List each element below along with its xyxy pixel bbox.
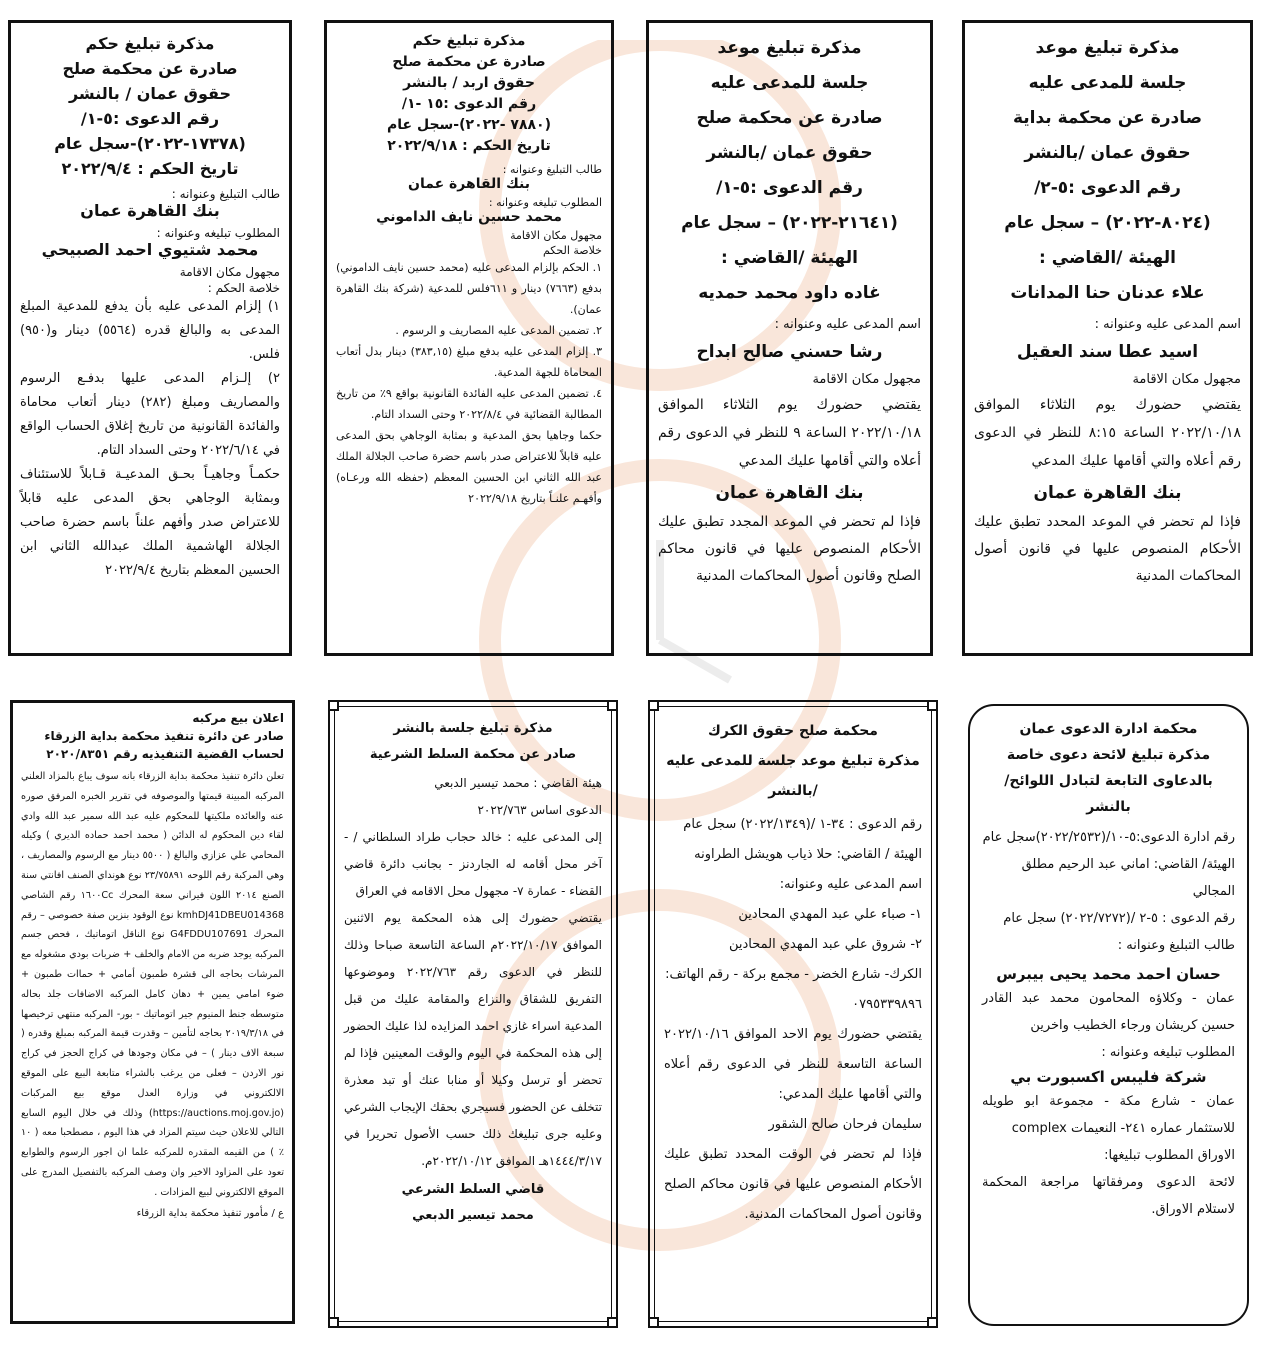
case-register: (٧٨٨٠ -٢٠٢٢)-سجل عام [387, 117, 551, 133]
notice-heading [658, 31, 921, 311]
target-address: عمان - شارع مكة - مجموعة ابو طويله للاستثمار عماره ٢٤١- النعيمات complex [982, 1094, 1235, 1136]
case-management-number: رقم ادارة الدعوى:٥-١٠/(٢٠٢٢/٢٥٣٢)سجل عام [982, 830, 1235, 845]
residence-status: مجهول مكان الاقامة [812, 372, 921, 387]
notice-session-amman-magistrate [646, 20, 933, 656]
requester-label: طالب التبليغ وعنوانه : [171, 187, 280, 201]
ruling-item: ٤. تضمين المدعى عليه الفائدة القانونية بواقع ٩٪ من تاريخ المطالبة القضائية في ٢٠٢٢/٨/٤ وحتى السداد التام. [336, 387, 602, 421]
notice-judgment-amman [8, 20, 292, 656]
case-number: رقم الدعوى :٥-١/ [716, 178, 863, 198]
heading-line: حقوق عمان /بالنشر [706, 143, 873, 163]
heading-line: جلسة للمدعى عليه [1028, 73, 1187, 93]
frame-corner [607, 1317, 618, 1328]
issuer-line: صادر عن دائرة تنفيذ محكمة بداية الزرقاء [44, 729, 284, 743]
target-label: المطلوب تبليغه وعنوانه : [488, 196, 602, 209]
case-number: رقم الدعوى : ٣٤-١ /(٢٠٢٢/١٣٤٩) سجل عام [683, 817, 922, 832]
case-number: رقم الدعوى :٥-١/ [80, 109, 220, 128]
notice-title: مذكرة تبليغ جلسة بالنشر [393, 721, 553, 736]
notice-heading [664, 716, 922, 806]
notice-session-amman-first-instance [962, 20, 1253, 656]
target-label: المطلوب تبليغه وعنوانه : [156, 226, 280, 240]
residence-status: مجهول مكان الاقامة [179, 265, 280, 279]
judgment-date: تاريخ الحكم : ٢٠٢٢/٩/١٨ [387, 138, 551, 154]
case-register: (٨٠٢٤-٢٠٢٢) – سجل عام [1004, 213, 1211, 233]
ruling-item: ١. الحكم بإلزام المدعى عليه (محمد حسين نايف الداموني) بدفع (٧٦٦٣) دينار و ٦١١فلس للمدعية (شركة بنك القاهرة عمان). [336, 261, 602, 316]
residence-status: مجهول مكان الاقامة [510, 229, 602, 242]
judge-line: هيئة القاضي : محمد تيسير الدبعي [434, 776, 602, 790]
heading-line: حقوق عمان /بالنشر [1024, 143, 1191, 163]
defendant-name: اسيد عطا سند العقيل [1016, 342, 1199, 362]
court-name: محكمة ادارة الدعوى عمان [1019, 721, 1198, 737]
heading-line: مذكرة تبليغ موعد [717, 38, 862, 58]
notice-body: يقتضي حضورك إلى هذه المحكمة يوم الاثنين الموافق ٢٠٢٢/١٠/١٧م الساعة التاسعة صباحا وذلك للنظر في الدعوى رقم ٢٠٢٢/٧٦٣ وموضوعها التفريق للشقاق والنزاع والمقامة عليك من قبل المدعية اسراء غازي احمد المزايده لذا عليك الحضور إلى هذه المحكمة في اليوم والوقت المعينين فإذا لم تحضر أو ترسل وكيلا أو منابا عنك أو تبد معذرة تتخلف عن الحضور فسيجري بحقك الإيجاب الشرعي وعليه جرى تبليغك ذلك حسب الأصول تحريرا في ١٤٤٤/٣/١٧هـ الموافق ٢٠٢٢/١٠/١٢م. [344, 911, 602, 1168]
notice-heading [336, 31, 602, 157]
notice-heading [344, 716, 602, 768]
case-number: رقم الدعوى :١٥ -١/ [401, 96, 537, 112]
heading-line: جلسة للمدعى عليه [710, 73, 869, 93]
judgment-date: تاريخ الحكم : ٢٠٢٢/٩/٤ [61, 159, 239, 178]
heading-line: مذكرة تبليغ حكم [412, 33, 526, 49]
ruling-item: ٢) إلـزام المدعى عليها بدفـع الرسوم والمصاريف ومبلغ (٢٨٢) دينار أتعاب محاماة والفائدة القانونية من تاريخ إغلاق الحساب الواقع في ٢٠٢٢/٦/١٤ وحتى السداد التام. [20, 371, 280, 458]
case-register: (٢١٦٤١-٢٠٢٢) – سجل عام [681, 213, 898, 233]
ruling-text: حكمـاً وجاهيـاً بحـق المدعيـة قـابلاً للاستئناف وبمثابة الوجاهي بحق المدعى عليه قابلاً للاعتراض صدر وأفهم علناً باسم حضرة صاحب الجلالة الهاشمية الملك عبدالله الثاني ابن الحسين المعظم بتاريخ ٢٠٢٢/٩/٤ [20, 467, 280, 578]
heading-line: صادرة عن محكمة صلح [62, 59, 238, 78]
frame-corner [648, 700, 659, 711]
notice-judgment-irbid [324, 20, 614, 656]
ruling-item: ٢. تضمين المدعى عليه المصاريف و الرسوم . [395, 324, 602, 337]
ruling-text: حكما وجاهيا بحق المدعية و بمثابة الوجاهي بحق المدعى عليه قابلاً للاعتراض صدر باسم حضرة صاحب الجلالة الملك عبد الله الثاني ابن الحسين المعظم (حفظه الله ورعـاه) وأفهـم علنـاً بتاريخ ٢٠٢٢/٩/١٨ [336, 429, 602, 505]
defendant-name: ١- صباء علي عبد المهدي المحادين [738, 907, 922, 922]
requester-address: عمان - وكلاؤه المحامون محمد عبد القادر حسين كريشان ورجاء الخطيب واخرين [982, 991, 1235, 1033]
case-number: رقم الدعوى : ٥-٢ /(٢٠٢٢/٧٢٧٢) سجل عام [1003, 911, 1235, 926]
notice-title: اعلان بيع مركبه [192, 711, 284, 725]
target-label: المطلوب تبليغه وعنوانه : [1101, 1045, 1235, 1060]
frame-corner [607, 700, 618, 711]
defendant-label: اسم المدعى عليه وعنوانه : [774, 317, 921, 332]
target-name: شركة فليبس اكسبورت بي [1010, 1068, 1207, 1086]
requester-label: طالب التبليغ وعنوانه : [1117, 938, 1235, 953]
heading-line: صادرة عن محكمة بداية [1012, 108, 1203, 128]
signature-title: قاضي السلط الشرعي [401, 1182, 545, 1197]
defendant-name: رشا حسني صالح ابداح [696, 342, 883, 362]
heading-line: مذكرة تبليغ موعد [1035, 38, 1180, 58]
plaintiff-name: بنك القاهرة عمان [715, 483, 864, 503]
frame-corner [648, 1317, 659, 1328]
requester-name: حسان احمد محمد يحيى بيبرس [996, 965, 1221, 983]
notice-title: مذكرة تبليغ لائحة دعوى خاصة بالدعاوى التابعة لتبادل اللوائح/بالنشر [1004, 747, 1213, 815]
defendant-address: الكرك- شارع الخضر - مجمع بركة - رقم الهاتف: ٠٧٩٥٣٣٩٨٩٦ [665, 967, 922, 1012]
judge-label: الهيئة /القاضي : [1039, 248, 1176, 268]
requester-name: بنك القاهرة عمان [408, 176, 530, 192]
case-register: (١٧٣٧٨-٢٠٢٢)-سجل عام [54, 134, 246, 153]
notice-closing: فإذا لم تحضر في الموعد المجدد تطبق عليك الأحكام المنصوص عليها في قانون محاكم الصلح وقانون أصول المحاكمات المدنية [658, 514, 921, 584]
frame-corner [927, 700, 938, 711]
plaintiff-name: سليمان فرحان صالح الشقور [768, 1117, 922, 1132]
ruling-item: ١) إلزام المدعى عليه بأن يدفع للمدعية المبلغ المدعى به والبالغ قدره (٥٥٦٤) دينار و(٩٥٠) فلس. [20, 299, 280, 362]
case-number: الدعوى اساس ٢٠٢٢/٧٦٣ [477, 803, 602, 817]
target-name: محمد حسين نايف الداموني [376, 209, 562, 225]
notice-body: يقتضي حضورك يوم الثلاثاء الموافق ٢٠٢٢/١٠/١٨ الساعة ٨:١٥ للنظر في الدعوى رقم أعلاه والتي أقامها عليك المدعي [974, 397, 1242, 469]
notice-heading [21, 709, 284, 763]
summary-label: خلاصة الحكم [542, 244, 602, 257]
signature: ع / مأمور تنفيذ محكمة بداية الزرقاء [136, 1207, 284, 1219]
notice-session-karak [648, 700, 938, 1328]
target-name: محمد شتيوي احمد الصبيحي [41, 240, 259, 259]
notice-closing: فإذا لم تحضر في الموعد المحدد تطبق عليك الأحكام المنصوص عليها في قانون أصول المحاكمات المدنية [974, 514, 1241, 584]
heading-line: مذكرة تبليغ حكم [85, 34, 215, 53]
heading-line: حقوق عمان / بالنشر [68, 84, 232, 103]
notice-heading [20, 31, 280, 181]
frame-corner [328, 700, 339, 711]
notice-heading [982, 716, 1235, 820]
court-name: محكمة صلح حقوق الكرك [708, 723, 878, 739]
case-number: لحساب القضية التنفيذيه رقم ٢٠٢٠/٨٣٥١ [46, 747, 284, 761]
case-number: رقم الدعوى :٥-٢/ [1034, 178, 1181, 198]
requester-name: بنك القاهرة عمان [80, 201, 220, 220]
frame-corner [328, 1317, 339, 1328]
defendant-name: ٢- شروق علي عبد المهدي المحادين [729, 937, 922, 952]
frame-corner [927, 1317, 938, 1328]
defendant-line: إلى المدعى عليه : خالد حجاب طراد السلطاني / - آخر محل أقامه له الجاردنز - بجانب دائرة قاضي القضاء - عمارة ٧- مجهول محل الاقامه في العراق [344, 830, 602, 898]
heading-line: صادرة عن محكمة صلح [696, 108, 883, 128]
ruling-item: ٣. إلزام المدعى عليه بدفع مبلغ (٣٨٣,١٥) دينار بدل أتعاب المحاماة للجهة المدعية. [336, 345, 602, 379]
requester-label: طالب التبليغ وعنوانه : [502, 163, 602, 176]
plaintiff-name: بنك القاهرة عمان [1033, 483, 1182, 503]
summary-label: خلاصة الحكم : [207, 281, 280, 295]
heading-line: حقوق اربد / بالنشر [403, 75, 535, 91]
signature-name: محمد تيسير الدبعي [412, 1208, 534, 1223]
judge-line: الهيئة/ القاضي: اماني عبد الرحيم مطلق المجالي [1021, 857, 1235, 899]
notice-title: مذكرة تبليغ موعد جلسة للمدعى عليه /بالنشر [666, 753, 920, 799]
notice-body: يقتضي حضورك يوم الاحد الموافق ٢٠٢٢/١٠/١٦ الساعة التاسعة للنظر في الدعوى رقم أعلاه والتي أقامها عليك المدعي: [664, 1027, 922, 1102]
documents-text: لائحة الدعوى ومرفقاتها مراجعة المحكمة لاستلام الاوراق. [982, 1175, 1235, 1217]
judge-label: الهيئة /القاضي : [721, 248, 858, 268]
notice-body: يقتضي حضورك يوم الثلاثاء الموافق ٢٠٢٢/١٠/١٨ الساعة ٩ للنظر في الدعوى رقم أعلاه والتي أقامها عليك المدعي [658, 397, 921, 469]
documents-label: الاوراق المطلوب تبليغها: [1104, 1148, 1235, 1163]
notice-closing: فإذا لم تحضر في الوقت المحدد تطبق عليك الأحكام المنصوص عليها في قانون محاكم الصلح وقانون أصول المحاكمات المدنية. [664, 1147, 922, 1222]
residence-status: مجهول مكان الاقامة [1132, 372, 1241, 387]
defendant-label: اسم المدعى عليه وعنوانه: [779, 877, 922, 892]
notice-case-management-amman [968, 704, 1249, 1326]
notice-vehicle-sale-zarqa [10, 700, 295, 1324]
notice-body: تعلن دائرة تنفيذ محكمة بداية الزرقاء بانه سوف يباع بالمزاد العلني المركبه المبينة قيمتها والموصوفه في تقرير الخبره المرفق صوره عنه والعائده ملكيتها للمحكوم عليه عبد الله سمير عبد الله وادي لقاء دين المحكوم له الدائن ( محمد احمد حماده الديري ) وكيله المحامي علي عزازي والبالغ ( ٥٥٠٠ دينار مع الرسوم والمصاريف ، وهي المركبة رقم اللوحه ٢٣/٧٥٨٩١ نوع هونداي الصنف افانتي سنة الصنع ٢٠١٤ اللون فيراني سعة المحرك ١٦٠٠Cc رقم الشاصي kmhDJ41DBEU014368 نوع الوقود بنزين صفة خصوصي – رقم المحرك G4FDDU107691 نوع الناقل اتوماتيك ، فحص جسم المركبه يوجد ضربه من الامام والخلف + ضربات بودي مشغوله مع المرشات بحاجه الى قشرة طمبون أمامي + حماات طمبون + ضوء امامي يمين + دهان كامل المركبه الاضافات جلد بحاله متوسطه جنط المنيوم جير اتوماتيك - بور- المركبه منتهي ترخيصها في ٢٠١٩/٣/١٨ بحاجه لتأمين – وقدرت قيمة المركبه بمبلغ وقدره ( سبعة الاف دينار ) – في مكان وجودها في كراج الحجز في كراج نور الاردن – فعلى من يرغب بالشراء متابعة البيع على الموقع الالكتروني في وزارة العدل موقع بيع المركبات (https://auctions.moj.gov.jo) وذلك في خلال اليوم السابع التالي للاعلان حيث سيتم المزاد في هذا اليوم ، مصطحبا معه ( ١٠ ٪ ) من القيمه المقدره للمركبه علما ان اجور الرسوم والطوابع تعود على المزاود الاخير وان وصف المركبه بالتفصيل المدرج على الموقع الالكتروني لبيع المزادات . [21, 771, 285, 1198]
defendant-label: اسم المدعى عليه وعنوانه : [1094, 317, 1241, 332]
judge-name: علاء عدنان حنا المدانات [1010, 283, 1205, 303]
judge-name: غاده داود محمد حمديه [698, 283, 881, 303]
notice-heading [974, 31, 1241, 311]
judge-line: الهيئة / القاضي: حلا ذياب هويشل الطراونه [694, 847, 922, 862]
heading-line: صادرة عن محكمة صلح [392, 54, 546, 70]
notice-salt-sharia-court [328, 700, 618, 1328]
court-name: صادر عن محكمة السلط الشرعية [369, 747, 577, 762]
